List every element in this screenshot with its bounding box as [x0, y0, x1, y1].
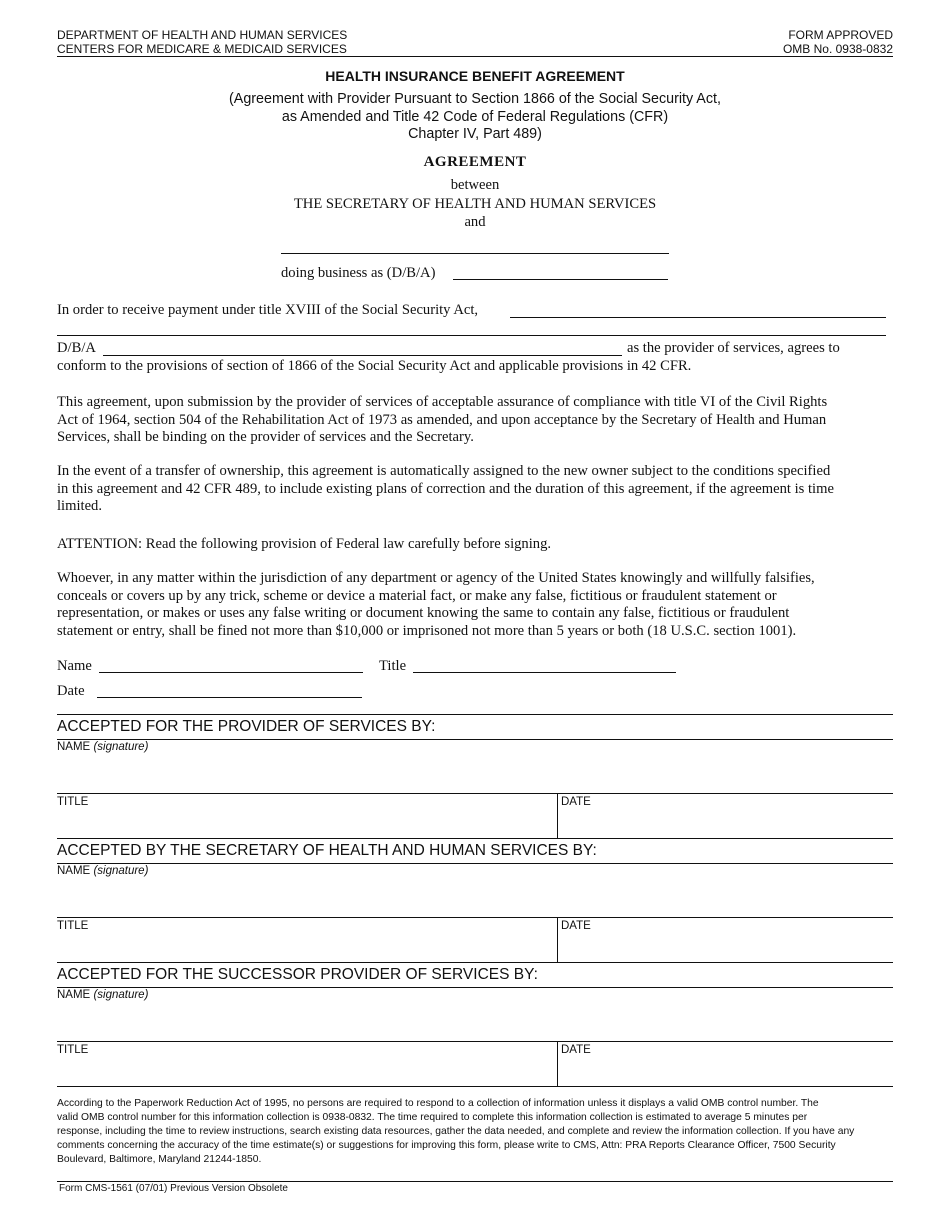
agreement-between: between [450, 177, 500, 193]
footer-rule [57, 1181, 893, 1182]
agreement-and: and [464, 214, 486, 230]
section-2-top-rule [57, 838, 893, 839]
agency-header [57, 28, 347, 56]
section-2-signature-rule [57, 917, 893, 918]
section-2-heading: ACCEPTED BY THE SECRETARY OF HEALTH AND HUMAN SERVICES BY: [57, 842, 597, 859]
section-1-name-label: NAME [57, 741, 91, 753]
section-1-top-rule [57, 714, 893, 715]
section-3-heading: ACCEPTED FOR THE SUCCESSOR PROVIDER OF SERVICES BY: [57, 966, 538, 983]
penalty-line-2: conceals or covers up by any trick, scheme or device a material fact, or make any false, fictitious or fraudulent statement or [57, 587, 777, 604]
subtitle-line-3: Chapter IV, Part 489) [408, 126, 542, 142]
section-2-title-label[interactable]: TITLE [57, 920, 89, 932]
transfer-paragraph [57, 463, 834, 516]
transfer-line-1: In the event of a transfer of ownership, this agreement is automatically assigned to the new owner subject to the conditions specified [57, 463, 831, 479]
civil-rights-line-3: Services, shall be binding on the provider of services and the Secretary. [57, 429, 474, 445]
pra-line-3: response, including the time to review instructions, search existing data resources, gather the data needed, and complete and review the information collection. If you have any [57, 1126, 855, 1137]
provider-name-field[interactable] [281, 253, 669, 254]
penalty-line-1: Whoever, in any matter within the jurisdiction of any department or agency of the United States knowingly and willfully falsifies, [57, 570, 815, 586]
penalty-paragraph [57, 570, 815, 640]
attention-notice: ATTENTION: Read the following provision of Federal law carefully before signing. [57, 536, 552, 552]
omb-approval [783, 28, 893, 56]
section-1-signature-label: (signature) [93, 741, 149, 753]
transfer-line-3: limited. [57, 498, 102, 514]
dba-label: doing business as (D/B/A) [281, 265, 436, 281]
section-2-signature-label: (signature) [93, 865, 149, 877]
section-2-date-label[interactable]: DATE [561, 920, 591, 932]
section-1-title-label[interactable]: TITLE [57, 796, 89, 808]
center-name: CENTERS FOR MEDICARE & MEDICAID SERVICES [57, 42, 347, 56]
title-label: Title [379, 658, 407, 674]
section-1-name-signature[interactable] [57, 741, 148, 753]
date-label: Date [57, 683, 85, 699]
section-3-date-label[interactable]: DATE [561, 1044, 591, 1056]
section-1-heading: ACCEPTED FOR THE PROVIDER OF SERVICES BY: [57, 718, 436, 735]
section-3-name-label: NAME [57, 989, 91, 1001]
section-3-signature-label: (signature) [93, 989, 149, 1001]
provider-legal-name-field[interactable] [510, 317, 886, 318]
date-field[interactable] [97, 697, 362, 698]
section-2-divider [557, 917, 558, 962]
payment-clause: In order to receive payment under title XVIII of the Social Security Act, [57, 302, 479, 318]
name-field[interactable] [99, 672, 363, 673]
section-3-name-signature[interactable] [57, 989, 148, 1001]
section-2-name-signature[interactable] [57, 865, 148, 877]
section-1-heading-rule [57, 739, 893, 740]
section-3-bottom-rule [57, 1086, 893, 1087]
conform-clause: conform to the provisions of section of 1866 of the Social Security Act and applicable provisions in 42 CFR. [57, 358, 692, 374]
dba-row [281, 265, 435, 283]
section-2-heading-rule [57, 863, 893, 864]
header-divider [57, 56, 893, 57]
form-approved-label: FORM APPROVED [788, 28, 893, 42]
section-3-heading-rule [57, 987, 893, 988]
transfer-line-2: in this agreement and 42 CFR 489, to include existing plans of correction and the duration of this agreement, if the agreement is time [57, 480, 834, 497]
provider-dba-field[interactable] [103, 355, 622, 356]
title-field[interactable] [413, 672, 676, 673]
section-1-signature-rule [57, 793, 893, 794]
civil-rights-line-1: This agreement, upon submission by the provider of services of acceptable assurance of compliance with title VI of the Civil Rights [57, 394, 828, 410]
form-title: HEALTH INSURANCE BENEFIT AGREEMENT [325, 68, 625, 84]
section-2-name-label: NAME [57, 865, 91, 877]
penalty-line-3: representation, or makes or uses any false writing or document knowing the same to contain any false, fictitious or fraudulent [57, 605, 790, 621]
pra-line-1: According to the Paperwork Reduction Act of 1995, no persons are required to respond to a collection of information unless it displays a valid OMB control number. The [57, 1098, 819, 1109]
penalty-line-4: statement or entry, shall be fined not more than $10,000 or imprisoned not more than 5 years or both (18 U.S.C. section 1001). [57, 622, 797, 639]
section-1-date-label[interactable]: DATE [561, 796, 591, 808]
form-subtitle [0, 91, 950, 144]
paperwork-reduction-notice [57, 1097, 897, 1167]
pra-line-5: Boulevard, Baltimore, Maryland 21244-1850. [57, 1154, 262, 1165]
provider-legal-name-field-cont[interactable] [57, 335, 886, 336]
section-3-signature-rule [57, 1041, 893, 1042]
department-name: DEPARTMENT OF HEALTH AND HUMAN SERVICES [57, 28, 348, 42]
dba-field[interactable] [453, 279, 668, 280]
omb-number: OMB No. 0938-0832 [782, 42, 893, 56]
pra-line-2: valid OMB control number for this information collection is 0938-0832. The time required to complete this information collection is estimated to average 5 minutes per [57, 1112, 808, 1123]
civil-rights-line-2: Act of 1964, section 504 of the Rehabilitation Act of 1973 as amended, and upon acceptance by the Secretary of Health and Human [57, 411, 827, 428]
section-3-title-label[interactable]: TITLE [57, 1044, 89, 1056]
section-3-top-rule [57, 962, 893, 963]
subtitle-line-1: (Agreement with Provider Pursuant to Section 1866 of the Social Security Act, [229, 91, 721, 107]
form-identifier: Form CMS-1561 (07/01) Previous Version Obsolete [59, 1183, 288, 1194]
name-label: Name [57, 658, 92, 674]
provider-clause: as the provider of services, agrees to [627, 340, 840, 356]
agreement-secretary: THE SECRETARY OF HEALTH AND HUMAN SERVICES [293, 196, 657, 212]
civil-rights-paragraph [57, 394, 827, 447]
section-1-divider [557, 793, 558, 838]
pra-line-4: comments concerning the accuracy of the time estimate(s) or suggestions for improving this form, please write to CMS, Attn: PRA Reports Clearance Officer, 7500 Security [57, 1140, 836, 1151]
agreement-heading: AGREEMENT [423, 154, 527, 170]
dba-prefix: D/B/A [57, 340, 96, 356]
subtitle-line-2: as Amended and Title 42 Code of Federal Regulations (CFR) [281, 108, 669, 125]
section-3-divider [557, 1041, 558, 1086]
